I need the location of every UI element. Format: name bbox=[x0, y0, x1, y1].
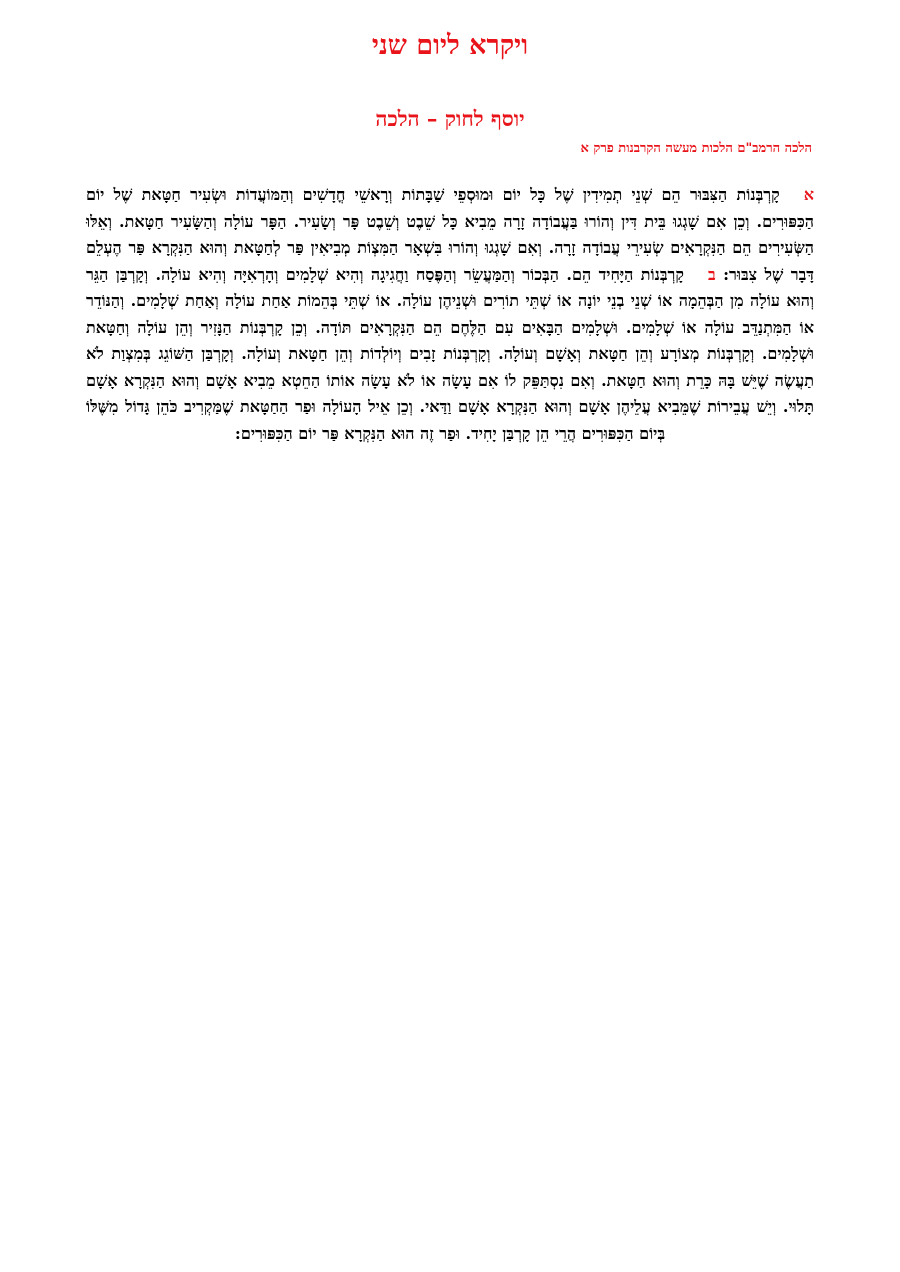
halacha-paragraph-2: קָרְבְּנוֹת הַיָּחִיד הֵם. הַבְּכוֹר וְהַמַּעֲשֵׂר וְהַפֶּסַח וַחֲגִיגָה וְהִיא שְׁלָמִים וְהָרְאִיָּה וְהִיא עוֹלָה. וְקָרְבַּן הַגֵּר וְהוּא עוֹלָה מִן הַבְּהֵמָה אוֹ שְׁנֵי בְנֵי יוֹנָה אוֹ שְׁתֵּי תוֹרִים וּשְׁנֵיהֶן עוֹלָה. אוֹ שְׁתֵּי בְּהֵמוֹת אַחַת עוֹלָה וְאַחַת שְׁלָמִים. וְהַנּוֹדֵר אוֹ הַמִּתְנַדֵּב עוֹלָה אוֹ שְׁלָמִים. וּשְׁלָמִים הַבָּאִים עִם הַלֶּחֶם הֵם הַנִּקְרָאִים תּוֹדָה. וְכֵן קָרְבְּנוֹת הַנָּזִיר וְהֵן עוֹלָה וְחַטָּאת וּשְׁלָמִים. וְקָרְבְּנוֹת מְצוֹרָע וְהֵן חַטָּאת וְאָשָׁם וְעוֹלָה. וְקָרְבְּנוֹת זָבִים וְיוֹלְדוֹת וְהֵן חַטָּאת וְעוֹלָה. וְקָרְבַּן הַשּׁוֹגֵג בְּמִצְוַת לֹא תַעֲשֶׂה שֶׁיֵּשׁ בָּהּ כָּרֵת וְהוּא חַטָּאת. וְאִם נִסְתַּפֵּק לוֹ אִם עָשָׂה אוֹ לֹא עָשָׂה אוֹתוֹ הַחֵטְא מֵבִיא אָשָׁם וְהוּא הַנִּקְרָא אָשָׁם תָּלוּי. וְיֵשׁ עֲבֵירוֹת שֶׁמֵּבִיא עֲלֵיהֶן אָשָׁם וְהוּא הַנִּקְרָא אָשָׁם וַדַּאי. וְכֵן אֵיל הָעוֹלָה וּפַר הַחַטָּאת שֶׁמַּקְרִיב כֹּהֵן גָּדוֹל מִשֶּׁלּוֹ בְּיוֹם הַכִּפּוּרִים הֲרֵי הֵן קָרְבַּן יָחִיד. וּפַר זֶה הוּא הַנִּקְרָא פַּר יוֹם הַכִּפּוּרִים: bbox=[86, 264, 815, 443]
halacha-marker-2-label: ב bbox=[707, 264, 716, 284]
halacha-marker-2 bbox=[684, 265, 716, 284]
halacha-paragraph-1: קָרְבְּנוֹת הַצִּבּוּר הֵם שְׁנֵי תְמִידִין שֶׁל כָּל יוֹם וּמוּסְפֵי שַׁבָּתוֹת וְרָאשֵׁי חֳדָשִׁים וְהַמּוֹעֲדוֹת וּשְׂעִיר חַטָּאת שֶׁל יוֹם הַכִּפּוּרִים. וְכֵן אִם שָׁגְגוּ בֵּית דִּין וְהוֹרוּ בַּעֲבוֹדָה זָרָה מֵבִיא כָּל שֵׁבֶט וְשֵׁבֶט פָּר וְשָׂעִיר. הַפָּר עוֹלָה וְהַשָּׂעִיר חַטָּאת. וְאֵלּוּ הַשְּׂעִירִים הֵם הַנִּקְרָאִים שְׂעִירֵי עֲבוֹדָה זָרָה. וְאִם שָׁגְגוּ וְהוֹרוּ בִּשְׁאָר הַמִּצְוֹת מְבִיאִין פַּר לְחַטָּאת וְהוּא הַנִּקְרָא פַּר הֶעְלֵם דָּבָר שֶׁל צִבּוּר: bbox=[86, 185, 815, 284]
halacha-text bbox=[86, 182, 814, 447]
source-reference: הלכה הרמב"ם הלכות מעשה הקרבנות פרק א bbox=[580, 141, 812, 156]
page-subtitle: יוסף לחוק – הלכה bbox=[375, 106, 525, 131]
halacha-marker-1: א bbox=[803, 185, 814, 204]
page-title: ויקרא ליום שני bbox=[371, 30, 529, 61]
